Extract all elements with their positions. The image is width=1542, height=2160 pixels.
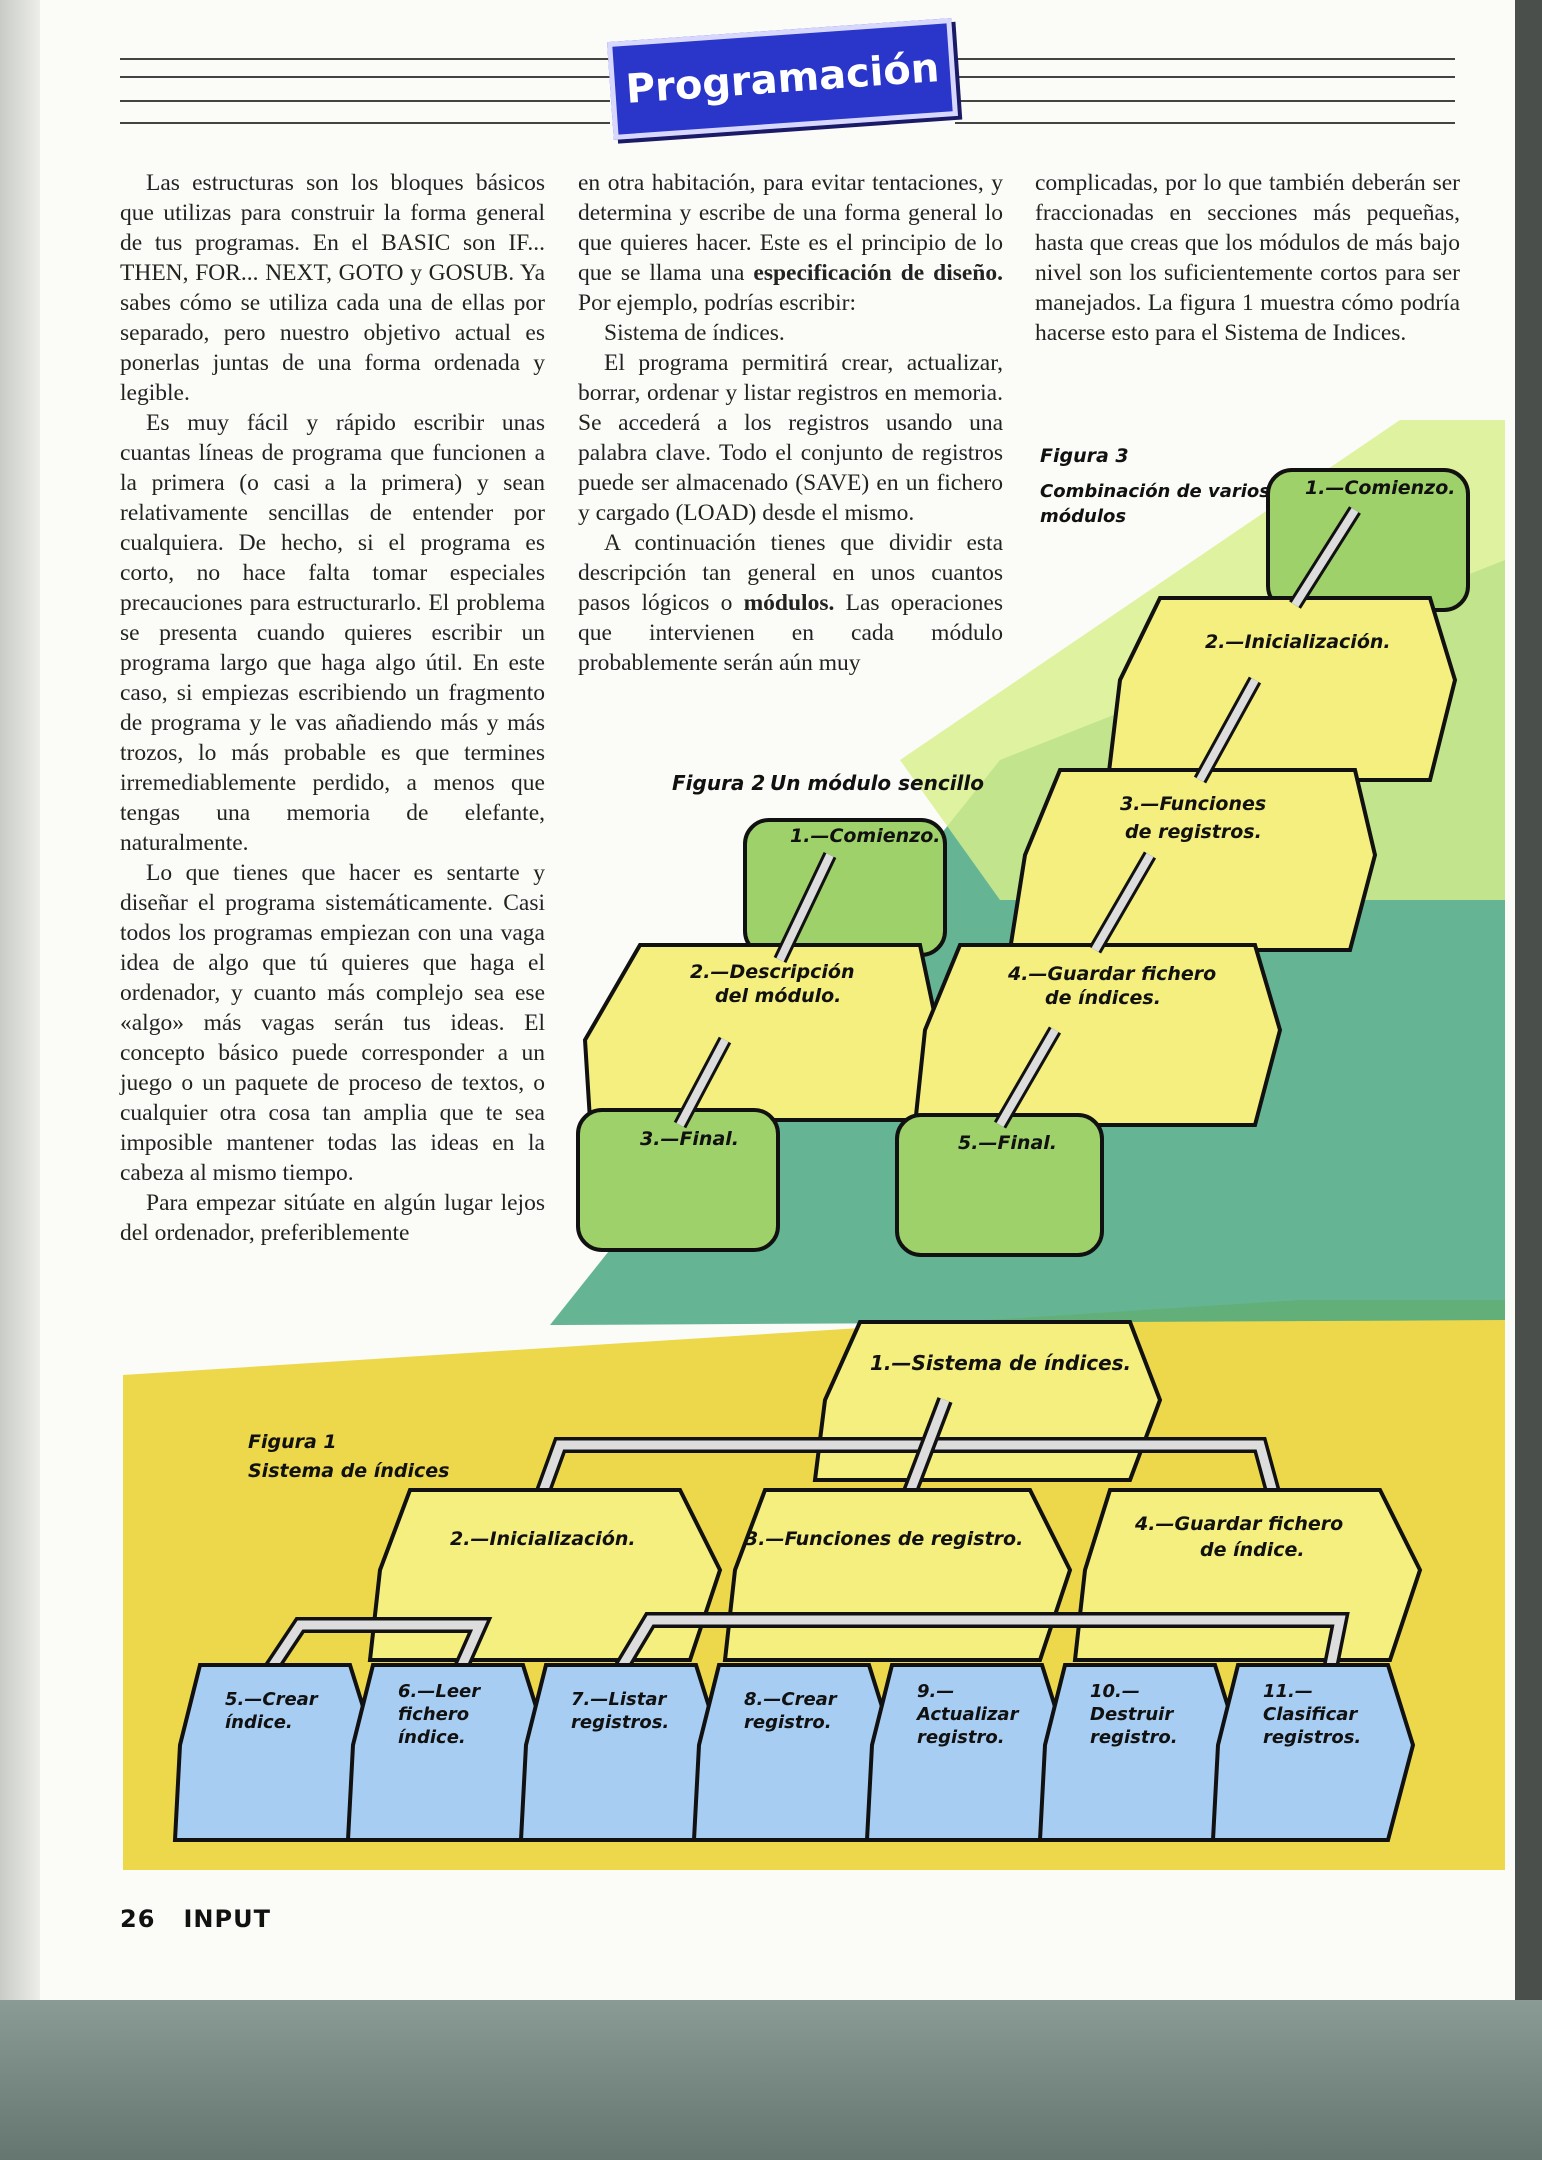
- fig1-leaf-label: registros.: [1263, 1727, 1362, 1748]
- fig3-box-save-label: 4.—Guardar fichero: [1008, 963, 1217, 985]
- fig2-box-description-label-2: del módulo.: [715, 985, 842, 1007]
- fig1-leaf-label: registro.: [744, 1712, 832, 1733]
- text-run: Por ejemplo, podrías escribir:: [578, 290, 857, 316]
- fig2-caption: Un módulo sencillo: [770, 771, 985, 795]
- paragraph: [578, 168, 1003, 318]
- fig1-leaf-label: 9.—: [917, 1681, 955, 1702]
- magazine-name: INPUT: [183, 1905, 271, 1933]
- fig2-box-end-label: 3.—Final.: [640, 1128, 740, 1150]
- page-number: 26: [120, 1905, 156, 1933]
- fig1-label: Figura 1: [248, 1431, 337, 1453]
- fig1-leaf-label: 6.—Leer: [398, 1681, 481, 1702]
- emphasis-term: módulos.: [743, 590, 835, 616]
- fig3-label: Figura 3: [1040, 445, 1129, 467]
- fig1-leaf-label: Destruir: [1090, 1704, 1174, 1725]
- paragraph: Para empezar sitúate en algún lugar lejos del ordenador, preferiblemente: [120, 1190, 545, 1246]
- fig1-leaf-label: 8.—Crear: [744, 1689, 837, 1710]
- fig1-leaf-label: Clasificar: [1263, 1704, 1358, 1725]
- fig1-leaf-label: registro.: [1090, 1727, 1178, 1748]
- fig2-label: Figura 2: [672, 771, 766, 795]
- fig3-box-end-label: 5.—Final.: [958, 1132, 1058, 1154]
- fig1-leaf-label: fichero: [398, 1704, 470, 1725]
- fig1-leaf-label: 10.—: [1090, 1681, 1140, 1702]
- fig1-caption: Sistema de índices: [248, 1460, 450, 1482]
- paragraph: Sistema de índices.: [604, 320, 785, 346]
- fig1-leaf-label: 11.—: [1263, 1681, 1313, 1702]
- paragraph: complicadas, por lo que también deberán ser fraccionadas en secciones más pequeñas, hasta que creas que los módulos de más bajo nivel son los suficientemente cortos para ser manejados. La figura 1 muestra cómo podría hacerse esto para el Sistema de Indices.: [1035, 170, 1460, 346]
- text-run: en otra habitación, para evitar tentaciones, y determina y escribe de una forma general lo que quieres hacer. Este es el principio de lo que se llama una: [578, 170, 1003, 286]
- text-run: A continuación tienes que dividir esta descripción tan general en unos cuantos pasos lógicos o: [578, 530, 1003, 616]
- emphasis-term: especificación de diseño.: [753, 260, 1004, 286]
- fig3-caption: Combinación de varios: [1040, 481, 1271, 502]
- fig3-box-functions-label: 3.—Funciones: [1120, 793, 1267, 815]
- fig3-caption-2: módulos: [1040, 506, 1127, 527]
- fig1-leaf-label: registro.: [917, 1727, 1005, 1748]
- page-footer: [120, 1905, 271, 1933]
- paragraph: Lo que tienes que hacer es sentarte y diseñar el programa sistemáticamente. Casi todos los programas empiezan con una vaga idea de algo que tú quieres que haga el ordenador, y cuanto más complejo sea ese «algo» más vagas serán tus ideas. El concepto básico puede corresponder a un juego o un paquete de proceso de textos, o cualquier otra cosa tan amplia que te sea imposible mantener todas las ideas en la cabeza al mismo tiempo.: [120, 860, 545, 1186]
- fig3-box-functions-label-2: de registros.: [1125, 821, 1262, 843]
- fig3-box-init-label: 2.—Inicialización.: [1205, 631, 1391, 653]
- paragraph: Las estructuras son los bloques básicos que utilizas para construir la forma general de tus programas. En el BASIC son IF... THEN, FOR... NEXT, GOTO y GOSUB. Ya sabes cómo se utiliza cada una de ellas por separado, pero nuestro objetivo actual es ponerlas juntas de una forma ordenada y legible.: [120, 170, 545, 406]
- fig1-box-init-label: 2.—Inicialización.: [450, 1528, 636, 1550]
- fig3-box-start-label: 1.—Comienzo.: [1305, 477, 1456, 499]
- text-run: Las operaciones que intervienen en cada módulo probablemente serán aún muy: [578, 590, 1003, 676]
- fig1-leaf-label: Actualizar: [917, 1704, 1019, 1725]
- fig1-box-functions-label: 3.—Funciones de registro.: [745, 1528, 1024, 1550]
- fig1-box-save-label-2: de índice.: [1200, 1539, 1305, 1561]
- paragraph: El programa permitirá crear, actualizar, borrar, ordenar y listar registros en memoria. Se accederá a los registros usando una palabra clave. Todo el conjunto de registros puede ser almacenado (SAVE) en un fichero y cargado (LOAD) desde el mismo.: [578, 350, 1003, 526]
- paragraph: Es muy fácil y rápido escribir unas cuantas líneas de programa que funcionen a la primera (o casi a la primera) y sean relativamente sencillas de entender por cualquiera. De hecho, si el programa es corto, no hace falta tomar especiales precauciones para estructurarlo. El problema se presenta cuando quieres escribir un programa largo que haga algo útil. En este caso, si empiezas escribiendo un fragmento de programa y le vas añadiendo más y más trozos, lo más probable es que termines irremediablemente perdido, a menos que tengas una memoria de elefante, naturalmente.: [120, 410, 545, 856]
- paragraph: [578, 528, 1003, 678]
- fig3-box-save-label-2: de índices.: [1045, 987, 1161, 1009]
- fig1-leaf-label: índice.: [225, 1712, 293, 1733]
- fig1-leaf-label: 7.—Listar: [571, 1689, 667, 1710]
- fig1-leaf-label: registros.: [571, 1712, 670, 1733]
- section-banner: Programación: [607, 18, 958, 140]
- fig1-leaf-label: 5.—Crear: [225, 1689, 318, 1710]
- fig2-box-description-label: 2.—Descripción: [690, 961, 855, 983]
- fig2-box-start-label: 1.—Comienzo.: [790, 825, 941, 847]
- column-1: [120, 168, 545, 1248]
- column-2: [578, 168, 1003, 678]
- column-3: [1035, 168, 1460, 348]
- fig1-leaf-label: índice.: [398, 1727, 466, 1748]
- fig1-box-top-label: 1.—Sistema de índices.: [870, 1351, 1132, 1375]
- fig1-box-save-label: 4.—Guardar fichero: [1135, 1513, 1344, 1535]
